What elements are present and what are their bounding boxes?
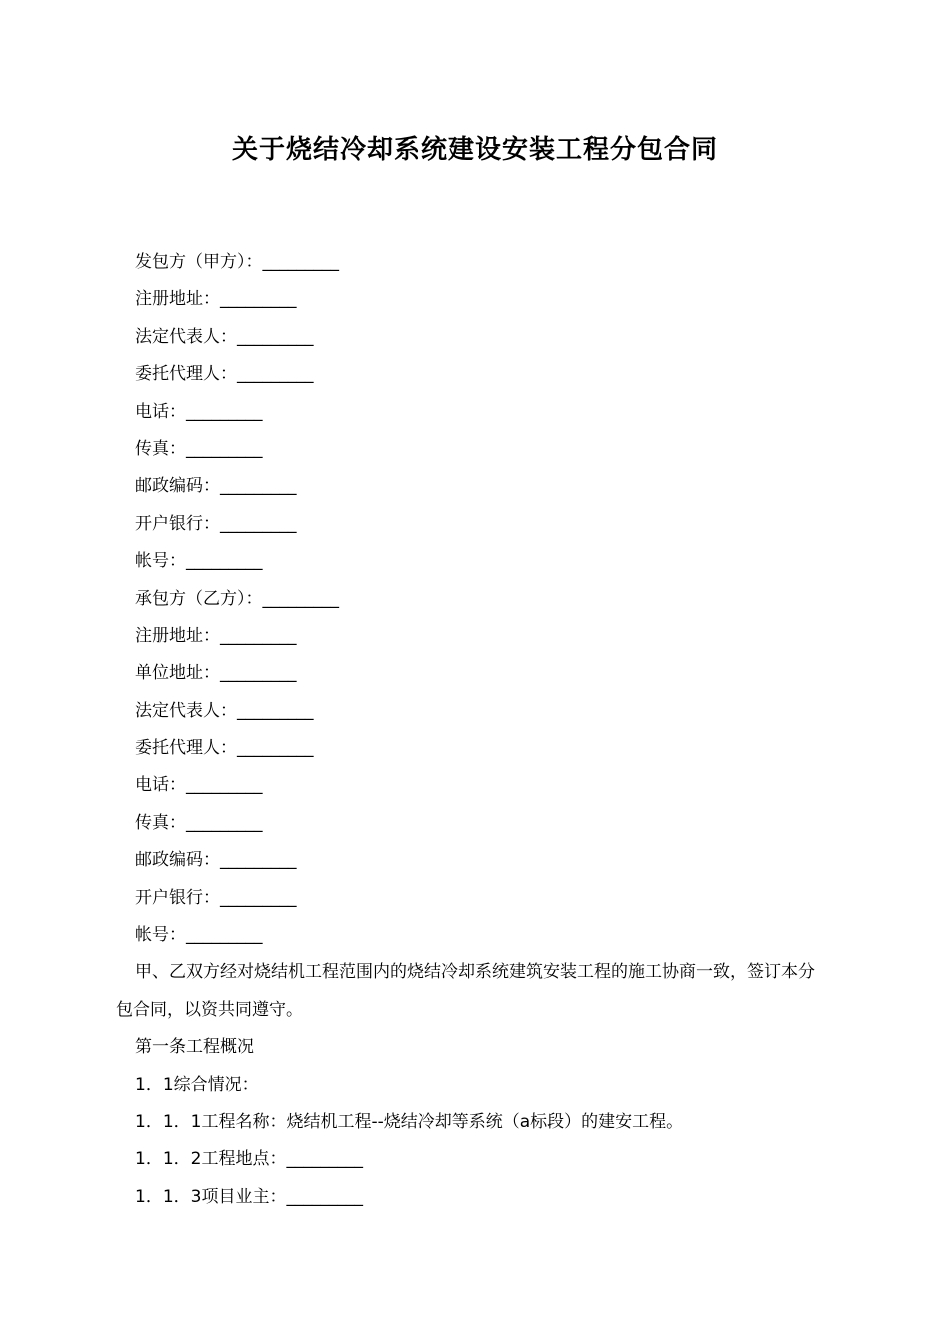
clause-1-1-1: 1．1．1工程名称：烧结机工程--烧结冷却等系统（a标段）的建安工程。 bbox=[135, 1112, 684, 1133]
party-b-legal-rep-line: 法定代表人：_________ bbox=[135, 700, 314, 721]
party-b-postcode-line: 邮政编码：_________ bbox=[135, 850, 297, 871]
party-a-account-line: 帐号：_________ bbox=[135, 551, 263, 572]
intro-paragraph: 甲、乙双方经对烧结机工程范围内的烧结冷却系统建筑安装工程的施工协商一致，签订本分包合同，以资共同遵守。 bbox=[116, 962, 815, 1020]
document-body bbox=[116, 244, 836, 1216]
party-b-agent-line: 委托代理人：_________ bbox=[135, 738, 314, 759]
party-b-unit-address-line: 单位地址：_________ bbox=[135, 663, 297, 684]
party-b-phone-line: 电话：_________ bbox=[135, 775, 263, 796]
party-a-agent-line: 委托代理人：_________ bbox=[135, 364, 314, 385]
party-a-phone-line: 电话：_________ bbox=[135, 401, 263, 422]
party-b-address-line: 注册地址：_________ bbox=[135, 625, 297, 646]
clause-1-1-3: 1．1．3项目业主：_________ bbox=[135, 1186, 363, 1207]
party-b-line: 承包方（乙方）：_________ bbox=[135, 588, 339, 609]
section-heading: 第一条工程概况 bbox=[135, 1037, 254, 1058]
party-b-account-line: 帐号：_________ bbox=[135, 925, 263, 946]
party-a-bank-line: 开户银行：_________ bbox=[135, 513, 297, 534]
party-b-bank-line: 开户银行：_________ bbox=[135, 887, 297, 908]
party-a-postcode-line: 邮政编码：_________ bbox=[135, 476, 297, 497]
party-a-line: 发包方（甲方）：_________ bbox=[135, 252, 339, 272]
party-a-legal-rep-line: 法定代表人：_________ bbox=[135, 326, 314, 347]
document-title: 关于烧结冷却系统建设安装工程分包合同 bbox=[231, 135, 718, 165]
clause-1-1: 1．1综合情况： bbox=[135, 1074, 259, 1095]
party-b-fax-line: 传真：_________ bbox=[135, 812, 263, 833]
party-a-address-line: 注册地址：_________ bbox=[135, 289, 297, 310]
clause-1-1-2: 1．1．2工程地点：_________ bbox=[135, 1149, 363, 1170]
party-a-fax-line: 传真：_________ bbox=[135, 438, 263, 459]
